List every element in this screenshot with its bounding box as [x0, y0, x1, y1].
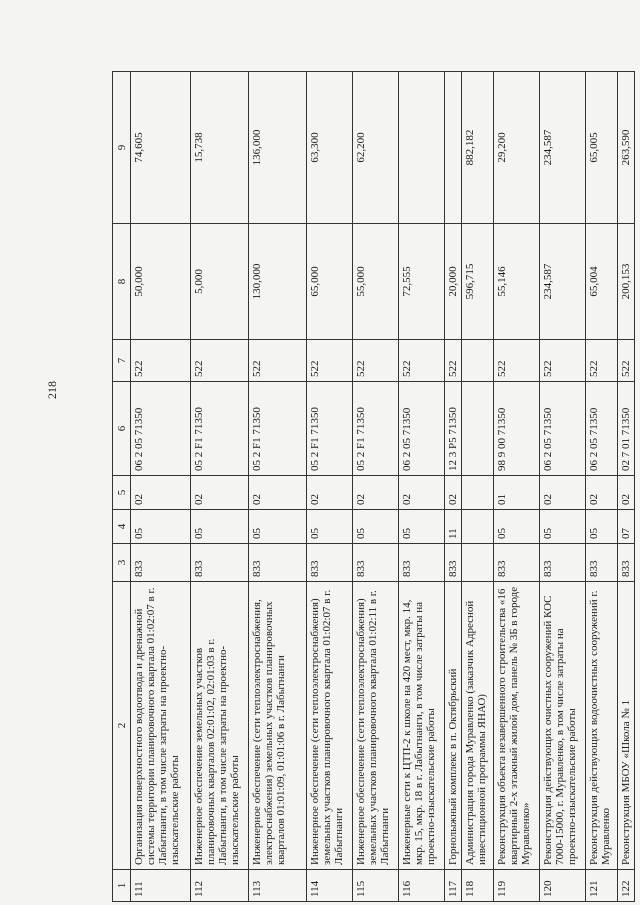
budget-table	[112, 71, 635, 902]
column-header: 6	[113, 382, 131, 476]
row-cell: 02	[353, 476, 399, 510]
row-number: 121	[586, 870, 618, 902]
row-cell	[462, 382, 494, 476]
row-cell: 200,153	[618, 224, 635, 340]
row-cell: 05	[191, 510, 249, 544]
row-cell: 5,000	[191, 224, 249, 340]
column-header: 2	[113, 582, 131, 870]
row-cell: 882,182	[462, 72, 494, 224]
row-cell: 833	[249, 544, 307, 582]
rotated-table-wrapper	[112, 72, 632, 902]
row-cell: 02	[307, 476, 353, 510]
column-header: 5	[113, 476, 131, 510]
row-cell: 05	[494, 510, 540, 544]
table-row	[191, 72, 249, 902]
row-name: Инженерное обеспечение (сети теплоэлектроснабжения, электроснабжения) земельных участков планировочных кварталов 01:01:09, 01:01:06 в г. Лабытнанги	[249, 582, 307, 870]
column-header: 8	[113, 224, 131, 340]
row-cell: 833	[131, 544, 191, 582]
row-cell	[462, 510, 494, 544]
table-row	[462, 72, 494, 902]
row-cell: 02	[618, 476, 635, 510]
row-cell: 833	[494, 544, 540, 582]
row-cell: 02	[586, 476, 618, 510]
row-cell: 136,000	[249, 72, 307, 224]
row-cell: 234,587	[540, 72, 586, 224]
table-row	[445, 72, 462, 902]
row-cell: 98 9 00 71350	[494, 382, 540, 476]
row-cell: 05 2 F1 71350	[307, 382, 353, 476]
row-cell: 02	[249, 476, 307, 510]
row-cell: 833	[445, 544, 462, 582]
row-cell: 522	[191, 340, 249, 382]
row-number: 114	[307, 870, 353, 902]
row-name: Инженерное обеспечение (сети теплоэлектроснабжения) земельных участков планировочного квартала 01:02:07 в г. Лабытнанги	[307, 582, 353, 870]
table-row	[131, 72, 191, 902]
row-cell: 65,000	[307, 224, 353, 340]
row-cell: 65,004	[586, 224, 618, 340]
row-name: Организация поверхностного водоотвода и дренажной системы территории планировочного квартала 01:02:07 в г. Лабытнанги, в том числе затраты на проектно-изыскательские работы	[131, 582, 191, 870]
row-name: Реконструкция МБОУ «Школа № 1	[618, 582, 635, 870]
row-cell: 05	[586, 510, 618, 544]
row-number: 118	[462, 870, 494, 902]
row-cell: 15,738	[191, 72, 249, 224]
row-cell: 02 7 01 71350	[618, 382, 635, 476]
row-cell	[462, 340, 494, 382]
row-cell: 833	[399, 544, 445, 582]
table-row	[307, 72, 353, 902]
row-number: 122	[618, 870, 635, 902]
row-cell: 01	[494, 476, 540, 510]
column-header: 1	[113, 870, 131, 902]
row-cell: 20,000	[445, 224, 462, 340]
row-cell: 522	[494, 340, 540, 382]
row-number: 111	[131, 870, 191, 902]
column-header: 4	[113, 510, 131, 544]
row-cell: 05 2 F1 71350	[249, 382, 307, 476]
row-cell: 05	[131, 510, 191, 544]
row-cell: 05	[399, 510, 445, 544]
row-cell	[399, 72, 445, 224]
row-number: 120	[540, 870, 586, 902]
row-number: 119	[494, 870, 540, 902]
row-cell	[462, 476, 494, 510]
row-cell: 55,000	[353, 224, 399, 340]
column-header: 7	[113, 340, 131, 382]
row-number: 117	[445, 870, 462, 902]
row-cell: 522	[445, 340, 462, 382]
row-cell: 02	[191, 476, 249, 510]
row-cell: 522	[131, 340, 191, 382]
row-cell: 06 2 05 71350	[540, 382, 586, 476]
row-name: Реконструкция действующих очистных сооружений КОС 7000-15000, г. Муравленко, в том числе затраты на проектно-изыскательские работы	[540, 582, 586, 870]
table-row	[618, 72, 635, 902]
table-row	[494, 72, 540, 902]
row-cell: 05	[249, 510, 307, 544]
row-cell: 55,146	[494, 224, 540, 340]
row-cell: 263,590	[618, 72, 635, 224]
row-cell: 63,300	[307, 72, 353, 224]
row-cell: 833	[307, 544, 353, 582]
row-cell: 522	[586, 340, 618, 382]
row-cell: 130,000	[249, 224, 307, 340]
column-header: 3	[113, 544, 131, 582]
row-number: 112	[191, 870, 249, 902]
row-cell: 06 2 05 71350	[131, 382, 191, 476]
row-name: Инженерное обеспечение земельных участков планировочных кварталов 02:01:02, 02:01:03 в г. Лабытнанги, в том числе затраты на проектно-изыскательские работы	[191, 582, 249, 870]
row-cell: 62,200	[353, 72, 399, 224]
rotated-table-region	[112, 72, 632, 902]
row-cell: 05 2 F1 71350	[191, 382, 249, 476]
row-cell: 833	[586, 544, 618, 582]
row-name: Администрация города Муравленко (заказчик Адресной инвестиционной программы ЯНАО)	[462, 582, 494, 870]
row-number: 115	[353, 870, 399, 902]
row-cell: 05	[353, 510, 399, 544]
table-row	[399, 72, 445, 902]
row-cell: 833	[191, 544, 249, 582]
row-cell: 02	[399, 476, 445, 510]
row-cell: 11	[445, 510, 462, 544]
page-number: 218	[45, 381, 59, 399]
row-cell: 05	[540, 510, 586, 544]
row-cell: 522	[307, 340, 353, 382]
row-cell: 833	[353, 544, 399, 582]
row-cell	[462, 544, 494, 582]
row-name: Реконструкция объекта незавершенного строительства «16 квартирный 2-х этажный жилой дом, панель № 3Б в городе Муравленко»	[494, 582, 540, 870]
table-row	[586, 72, 618, 902]
row-cell: 05	[307, 510, 353, 544]
table-row	[540, 72, 586, 902]
row-cell: 12 3 P5 71350	[445, 382, 462, 476]
row-cell	[445, 72, 462, 224]
row-cell: 02	[540, 476, 586, 510]
row-cell: 522	[399, 340, 445, 382]
row-cell: 65,005	[586, 72, 618, 224]
row-cell: 02	[131, 476, 191, 510]
row-number: 116	[399, 870, 445, 902]
row-cell: 06 2 05 71350	[399, 382, 445, 476]
row-cell: 833	[540, 544, 586, 582]
row-name: Инженерное обеспечение (сети теплоэлектроснабжения) земельных участков планировочного квартала 01:02:11 в г. Лабытнанги	[353, 582, 399, 870]
row-cell: 74,605	[131, 72, 191, 224]
row-name: Горнолыжный комплекс в п. Октябрьский	[445, 582, 462, 870]
row-cell: 07	[618, 510, 635, 544]
row-number: 113	[249, 870, 307, 902]
row-cell: 522	[353, 340, 399, 382]
row-cell: 522	[540, 340, 586, 382]
row-cell: 29,200	[494, 72, 540, 224]
row-cell: 522	[618, 340, 635, 382]
row-cell: 522	[249, 340, 307, 382]
header-row	[113, 72, 131, 902]
row-name: Реконструкция действующих водоочистных сооружений г. Муравленко	[586, 582, 618, 870]
row-cell: 833	[618, 544, 635, 582]
row-cell: 72,555	[399, 224, 445, 340]
row-cell: 06 2 05 71350	[586, 382, 618, 476]
row-cell: 234,587	[540, 224, 586, 340]
row-name: Инженерные сети к ЦТП-2 к школе на 420 мест, мкр. 14, мкр. 15, мкр. 18 в г. Лабытнанги, в том числе затраты на проектно-изыскательские работы	[399, 582, 445, 870]
column-header: 9	[113, 72, 131, 224]
table-row	[249, 72, 307, 902]
row-cell: 05 2 F1 71350	[353, 382, 399, 476]
row-cell: 596,715	[462, 224, 494, 340]
row-cell: 02	[445, 476, 462, 510]
table-row	[353, 72, 399, 902]
row-cell: 50,000	[131, 224, 191, 340]
